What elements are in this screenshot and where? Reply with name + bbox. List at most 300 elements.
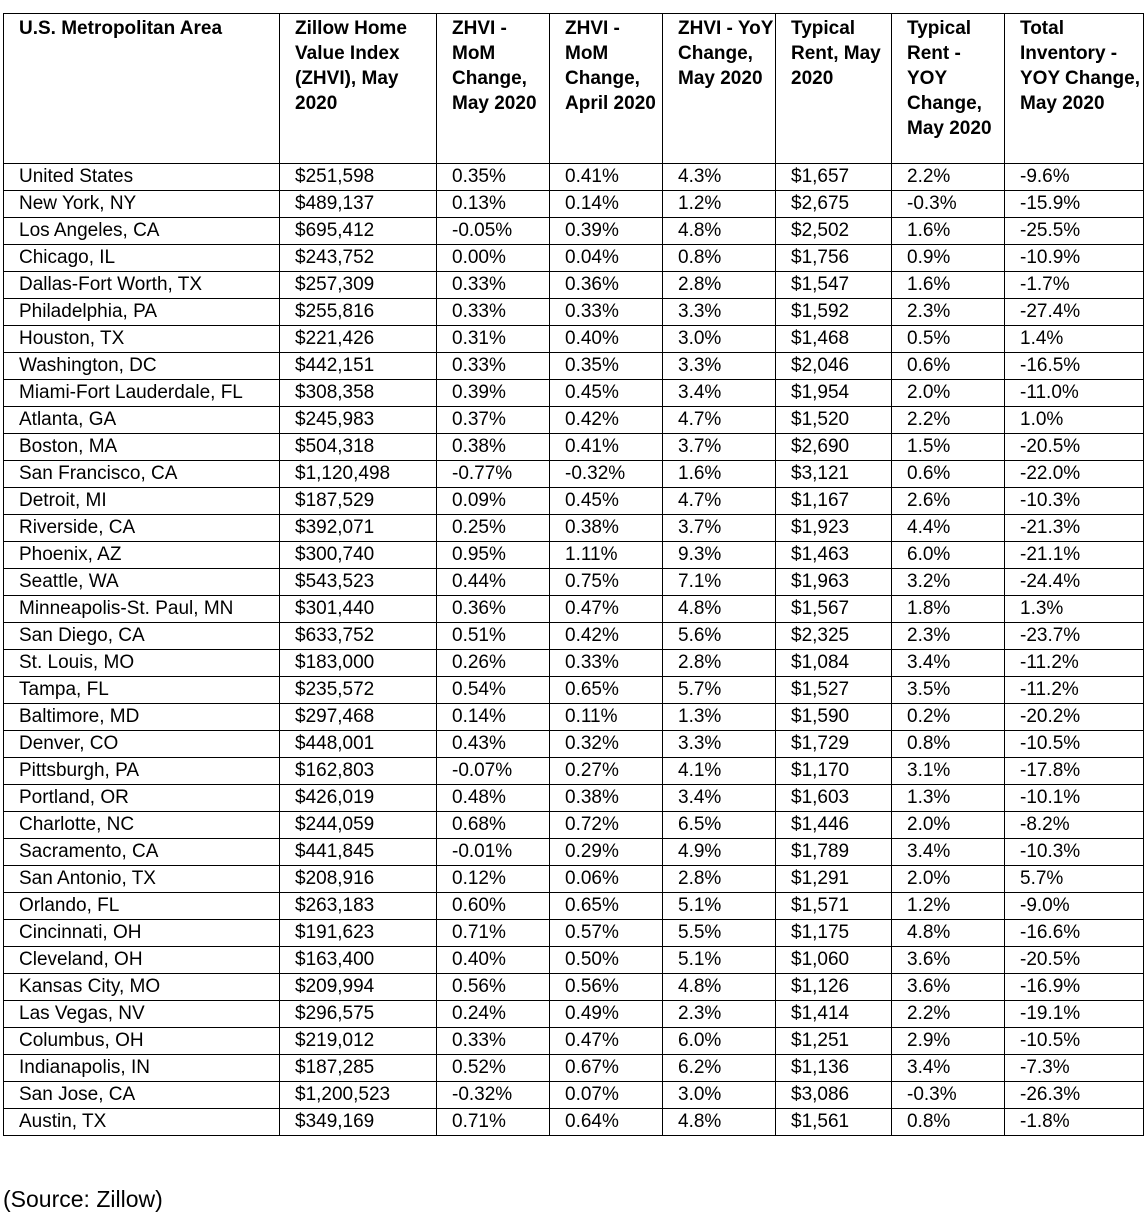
table-cell: $297,468 — [280, 704, 437, 731]
column-header: Total Inventory - YOY Change, May 2020 — [1005, 14, 1144, 164]
table-cell: 1.6% — [892, 272, 1005, 299]
table-cell: 0.42% — [550, 407, 663, 434]
table-cell: 4.8% — [663, 1109, 776, 1136]
table-cell: $1,592 — [776, 299, 892, 326]
metro-area-cell: Columbus, OH — [4, 1028, 280, 1055]
table-cell: -10.5% — [1005, 1028, 1144, 1055]
table-cell: 0.45% — [550, 488, 663, 515]
table-body — [4, 164, 1144, 1136]
table-cell: $243,752 — [280, 245, 437, 272]
metro-area-cell: San Jose, CA — [4, 1082, 280, 1109]
table-cell: 3.2% — [892, 569, 1005, 596]
table-cell: 3.4% — [663, 785, 776, 812]
metro-area-cell: Sacramento, CA — [4, 839, 280, 866]
metro-area-cell: Tampa, FL — [4, 677, 280, 704]
table-cell: -0.3% — [892, 1082, 1005, 1109]
table-cell: $1,520 — [776, 407, 892, 434]
table-cell: $2,675 — [776, 191, 892, 218]
header-row — [4, 14, 1144, 164]
table-cell: $1,120,498 — [280, 461, 437, 488]
metro-area-cell: Indianapolis, IN — [4, 1055, 280, 1082]
table-cell: $633,752 — [280, 623, 437, 650]
table-cell: $1,756 — [776, 245, 892, 272]
table-cell: 0.11% — [550, 704, 663, 731]
table-cell: 3.1% — [892, 758, 1005, 785]
table-cell: -21.3% — [1005, 515, 1144, 542]
table-cell: 3.3% — [663, 299, 776, 326]
table-cell: $209,994 — [280, 974, 437, 1001]
table-cell: -20.5% — [1005, 947, 1144, 974]
table-cell: $1,657 — [776, 164, 892, 191]
table-cell: 0.6% — [892, 461, 1005, 488]
table-cell: 0.52% — [437, 1055, 550, 1082]
metro-area-cell: Washington, DC — [4, 353, 280, 380]
table-cell: $349,169 — [280, 1109, 437, 1136]
table-row — [4, 434, 1144, 461]
table-cell: 1.6% — [663, 461, 776, 488]
table-cell: 0.27% — [550, 758, 663, 785]
metro-area-cell: San Diego, CA — [4, 623, 280, 650]
table-cell: $308,358 — [280, 380, 437, 407]
table-cell: 1.5% — [892, 434, 1005, 461]
table-cell: $3,121 — [776, 461, 892, 488]
table-cell: 3.4% — [663, 380, 776, 407]
table-cell: 4.8% — [663, 218, 776, 245]
table-cell: $263,183 — [280, 893, 437, 920]
table-cell: -22.0% — [1005, 461, 1144, 488]
table-cell: -25.5% — [1005, 218, 1144, 245]
table-cell: 0.57% — [550, 920, 663, 947]
table-cell: $2,046 — [776, 353, 892, 380]
table-cell: 5.5% — [663, 920, 776, 947]
table-cell: 0.40% — [437, 947, 550, 974]
table-cell: 0.60% — [437, 893, 550, 920]
metro-area-cell: Denver, CO — [4, 731, 280, 758]
table-row — [4, 785, 1144, 812]
table-cell: 2.0% — [892, 812, 1005, 839]
table-row — [4, 704, 1144, 731]
table-cell: $2,690 — [776, 434, 892, 461]
table-cell: 0.71% — [437, 1109, 550, 1136]
table-cell: 0.36% — [550, 272, 663, 299]
table-row — [4, 893, 1144, 920]
metro-area-cell: Cleveland, OH — [4, 947, 280, 974]
table-row — [4, 1028, 1144, 1055]
table-cell: $504,318 — [280, 434, 437, 461]
table-cell: -20.5% — [1005, 434, 1144, 461]
column-header: ZHVI - MoM Change, May 2020 — [437, 14, 550, 164]
table-cell: 0.13% — [437, 191, 550, 218]
column-header: Typical Rent, May 2020 — [776, 14, 892, 164]
table-cell: 3.3% — [663, 731, 776, 758]
table-cell: 0.41% — [550, 164, 663, 191]
table-cell: $1,547 — [776, 272, 892, 299]
table-row — [4, 1109, 1144, 1136]
table-cell: -17.8% — [1005, 758, 1144, 785]
table-cell: -16.6% — [1005, 920, 1144, 947]
column-header: U.S. Metropolitan Area — [4, 14, 280, 164]
table-cell: -11.2% — [1005, 677, 1144, 704]
table-cell: 0.9% — [892, 245, 1005, 272]
table-cell: 0.67% — [550, 1055, 663, 1082]
metro-area-cell: Atlanta, GA — [4, 407, 280, 434]
table-cell: 0.39% — [437, 380, 550, 407]
metro-area-cell: Charlotte, NC — [4, 812, 280, 839]
column-header: ZHVI - MoM Change, April 2020 — [550, 14, 663, 164]
table-cell: 0.41% — [550, 434, 663, 461]
table-cell: 2.2% — [892, 407, 1005, 434]
table-row — [4, 1001, 1144, 1028]
column-header: Zillow Home Value Index (ZHVI), May 2020 — [280, 14, 437, 164]
table-cell: 4.8% — [663, 974, 776, 1001]
table-cell: 3.6% — [892, 947, 1005, 974]
table-cell: 3.4% — [892, 839, 1005, 866]
table-cell: 0.09% — [437, 488, 550, 515]
table-cell: $1,060 — [776, 947, 892, 974]
table-row — [4, 812, 1144, 839]
metro-area-cell: Philadelphia, PA — [4, 299, 280, 326]
table-cell: -1.8% — [1005, 1109, 1144, 1136]
table-cell: -11.0% — [1005, 380, 1144, 407]
table-cell: 0.64% — [550, 1109, 663, 1136]
table-cell: -9.0% — [1005, 893, 1144, 920]
table-cell: 0.56% — [437, 974, 550, 1001]
table-cell: 2.3% — [892, 623, 1005, 650]
table-cell: $1,126 — [776, 974, 892, 1001]
table-cell: 1.8% — [892, 596, 1005, 623]
table-row — [4, 623, 1144, 650]
table-cell: 0.32% — [550, 731, 663, 758]
table-cell: 5.6% — [663, 623, 776, 650]
table-cell: -10.1% — [1005, 785, 1144, 812]
table-cell: -0.77% — [437, 461, 550, 488]
table-cell: $183,000 — [280, 650, 437, 677]
table-cell: -9.6% — [1005, 164, 1144, 191]
table-cell: 3.4% — [892, 1055, 1005, 1082]
table-row — [4, 272, 1144, 299]
table-cell: 0.47% — [550, 596, 663, 623]
table-cell: 1.3% — [663, 704, 776, 731]
table-row — [4, 1055, 1144, 1082]
table-cell: 4.7% — [663, 407, 776, 434]
table-cell: 0.00% — [437, 245, 550, 272]
table-header — [4, 14, 1144, 164]
table-cell: 2.2% — [892, 164, 1005, 191]
table-cell: 0.29% — [550, 839, 663, 866]
table-cell: 0.33% — [550, 650, 663, 677]
table-cell: 0.25% — [437, 515, 550, 542]
table-row — [4, 164, 1144, 191]
table-cell: 0.65% — [550, 893, 663, 920]
table-row — [4, 596, 1144, 623]
table-cell: $162,803 — [280, 758, 437, 785]
metro-area-cell: Kansas City, MO — [4, 974, 280, 1001]
table-cell: 5.7% — [663, 677, 776, 704]
table-cell: $1,175 — [776, 920, 892, 947]
table-cell: $187,285 — [280, 1055, 437, 1082]
table-cell: -11.2% — [1005, 650, 1144, 677]
table-cell: 1.2% — [892, 893, 1005, 920]
table-cell: 4.8% — [892, 920, 1005, 947]
table-cell: $1,963 — [776, 569, 892, 596]
table-cell: $441,845 — [280, 839, 437, 866]
table-cell: 0.42% — [550, 623, 663, 650]
table-cell: $392,071 — [280, 515, 437, 542]
metro-area-cell: Los Angeles, CA — [4, 218, 280, 245]
metro-area-cell: Baltimore, MD — [4, 704, 280, 731]
table-cell: -19.1% — [1005, 1001, 1144, 1028]
table-cell: 1.11% — [550, 542, 663, 569]
table-cell: $251,598 — [280, 164, 437, 191]
table-cell: 1.4% — [1005, 326, 1144, 353]
metro-area-cell: Portland, OR — [4, 785, 280, 812]
table-cell: 0.14% — [550, 191, 663, 218]
table-cell: $1,136 — [776, 1055, 892, 1082]
table-row — [4, 299, 1144, 326]
table-cell: 0.35% — [437, 164, 550, 191]
column-header: ZHVI - YoY Change, May 2020 — [663, 14, 776, 164]
table-cell: $1,567 — [776, 596, 892, 623]
table-cell: $442,151 — [280, 353, 437, 380]
table-cell: 6.5% — [663, 812, 776, 839]
table-cell: -10.3% — [1005, 839, 1144, 866]
table-cell: 0.2% — [892, 704, 1005, 731]
table-cell: 0.75% — [550, 569, 663, 596]
table-cell: 0.72% — [550, 812, 663, 839]
table-cell: 0.8% — [892, 731, 1005, 758]
table-cell: $448,001 — [280, 731, 437, 758]
source-note: (Source: Zillow) — [3, 1186, 163, 1212]
table-cell: $1,468 — [776, 326, 892, 353]
table-cell: -16.5% — [1005, 353, 1144, 380]
table-row — [4, 731, 1144, 758]
metro-area-cell: Riverside, CA — [4, 515, 280, 542]
table-cell: $1,729 — [776, 731, 892, 758]
table-row — [4, 353, 1144, 380]
table-row — [4, 866, 1144, 893]
metro-area-cell: Austin, TX — [4, 1109, 280, 1136]
table-row — [4, 191, 1144, 218]
table-cell: $257,309 — [280, 272, 437, 299]
table-cell: 0.36% — [437, 596, 550, 623]
table-cell: 0.71% — [437, 920, 550, 947]
table-cell: 0.07% — [550, 1082, 663, 1109]
table-cell: 0.33% — [550, 299, 663, 326]
metro-area-cell: San Antonio, TX — [4, 866, 280, 893]
table-cell: 4.1% — [663, 758, 776, 785]
table-cell: 3.0% — [663, 1082, 776, 1109]
table-cell: $187,529 — [280, 488, 437, 515]
table-cell: 2.8% — [663, 272, 776, 299]
table-cell: $1,463 — [776, 542, 892, 569]
table-cell: -15.9% — [1005, 191, 1144, 218]
table-cell: $1,954 — [776, 380, 892, 407]
table-cell: 0.8% — [892, 1109, 1005, 1136]
table-cell: 0.35% — [550, 353, 663, 380]
table-cell: 0.51% — [437, 623, 550, 650]
table-cell: $2,502 — [776, 218, 892, 245]
metro-area-cell: Houston, TX — [4, 326, 280, 353]
table-cell: 6.0% — [892, 542, 1005, 569]
table-cell: 0.95% — [437, 542, 550, 569]
table-row — [4, 461, 1144, 488]
table-cell: $3,086 — [776, 1082, 892, 1109]
table-cell: 0.47% — [550, 1028, 663, 1055]
table-cell: 0.43% — [437, 731, 550, 758]
table-cell: 0.06% — [550, 866, 663, 893]
table-row — [4, 245, 1144, 272]
table-cell: 5.1% — [663, 893, 776, 920]
metro-area-cell: Orlando, FL — [4, 893, 280, 920]
metro-area-cell: Miami-Fort Lauderdale, FL — [4, 380, 280, 407]
metro-area-cell: Chicago, IL — [4, 245, 280, 272]
table-row — [4, 758, 1144, 785]
table-cell: 1.2% — [663, 191, 776, 218]
table-cell: 0.49% — [550, 1001, 663, 1028]
table-cell: 6.2% — [663, 1055, 776, 1082]
table-cell: -16.9% — [1005, 974, 1144, 1001]
table-row — [4, 542, 1144, 569]
table-cell: -20.2% — [1005, 704, 1144, 731]
table-cell: 0.24% — [437, 1001, 550, 1028]
table-cell: 2.0% — [892, 866, 1005, 893]
table-cell: -10.9% — [1005, 245, 1144, 272]
table-cell: 0.5% — [892, 326, 1005, 353]
table-cell: 3.7% — [663, 515, 776, 542]
table-cell: 9.3% — [663, 542, 776, 569]
table-cell: 0.44% — [437, 569, 550, 596]
table-cell: $191,623 — [280, 920, 437, 947]
table-cell: 7.1% — [663, 569, 776, 596]
table-cell: $1,527 — [776, 677, 892, 704]
table-cell: $1,590 — [776, 704, 892, 731]
metro-area-cell: New York, NY — [4, 191, 280, 218]
table-cell: 0.37% — [437, 407, 550, 434]
table-cell: $301,440 — [280, 596, 437, 623]
metro-area-cell: Seattle, WA — [4, 569, 280, 596]
table-cell: 2.3% — [892, 299, 1005, 326]
table-cell: 0.40% — [550, 326, 663, 353]
metro-housing-table — [3, 13, 1144, 1136]
table-cell: $1,603 — [776, 785, 892, 812]
table-row — [4, 380, 1144, 407]
table-cell: -0.05% — [437, 218, 550, 245]
table-cell: $1,923 — [776, 515, 892, 542]
table-cell: 3.4% — [892, 650, 1005, 677]
table-cell: -7.3% — [1005, 1055, 1144, 1082]
table-row — [4, 677, 1144, 704]
table-cell: -23.7% — [1005, 623, 1144, 650]
metro-area-cell: Dallas-Fort Worth, TX — [4, 272, 280, 299]
table-cell: 0.54% — [437, 677, 550, 704]
table-cell: 0.45% — [550, 380, 663, 407]
table-cell: 2.0% — [892, 380, 1005, 407]
metro-area-cell: San Francisco, CA — [4, 461, 280, 488]
table-cell: 4.3% — [663, 164, 776, 191]
table-row — [4, 974, 1144, 1001]
table-cell: 4.8% — [663, 596, 776, 623]
table-cell: $245,983 — [280, 407, 437, 434]
table-cell: 0.14% — [437, 704, 550, 731]
table-cell: $1,084 — [776, 650, 892, 677]
table-cell: $489,137 — [280, 191, 437, 218]
table-cell: $2,325 — [776, 623, 892, 650]
metro-area-cell: Minneapolis-St. Paul, MN — [4, 596, 280, 623]
table-cell: $300,740 — [280, 542, 437, 569]
table-cell: $1,561 — [776, 1109, 892, 1136]
metro-area-cell: St. Louis, MO — [4, 650, 280, 677]
table-row — [4, 839, 1144, 866]
table-cell: 0.38% — [437, 434, 550, 461]
table-cell: 2.2% — [892, 1001, 1005, 1028]
table-cell: 0.26% — [437, 650, 550, 677]
table-cell: $695,412 — [280, 218, 437, 245]
table-cell: 5.1% — [663, 947, 776, 974]
table-cell: $163,400 — [280, 947, 437, 974]
table-cell: 0.39% — [550, 218, 663, 245]
table-cell: -0.32% — [437, 1082, 550, 1109]
table-row — [4, 515, 1144, 542]
table-cell: -26.3% — [1005, 1082, 1144, 1109]
metro-area-cell: Phoenix, AZ — [4, 542, 280, 569]
table-cell: $1,167 — [776, 488, 892, 515]
table-row — [4, 218, 1144, 245]
table-cell: $1,414 — [776, 1001, 892, 1028]
table-cell: 0.8% — [663, 245, 776, 272]
table-cell: 0.33% — [437, 272, 550, 299]
table-cell: 2.9% — [892, 1028, 1005, 1055]
table-cell: 1.3% — [1005, 596, 1144, 623]
metro-area-cell: United States — [4, 164, 280, 191]
table-cell: 0.65% — [550, 677, 663, 704]
table-cell: -1.7% — [1005, 272, 1144, 299]
table-row — [4, 407, 1144, 434]
table-cell: 4.9% — [663, 839, 776, 866]
metro-area-cell: Detroit, MI — [4, 488, 280, 515]
table-row — [4, 488, 1144, 515]
table-cell: $1,200,523 — [280, 1082, 437, 1109]
table-cell: 4.7% — [663, 488, 776, 515]
table-cell: 0.33% — [437, 1028, 550, 1055]
table-row — [4, 650, 1144, 677]
metro-area-cell: Pittsburgh, PA — [4, 758, 280, 785]
table-cell: 2.8% — [663, 650, 776, 677]
table-cell: 0.31% — [437, 326, 550, 353]
table-cell: $1,571 — [776, 893, 892, 920]
table-cell: 0.38% — [550, 785, 663, 812]
table-cell: $296,575 — [280, 1001, 437, 1028]
table-cell: $1,789 — [776, 839, 892, 866]
table-cell: 2.3% — [663, 1001, 776, 1028]
table-cell: 0.04% — [550, 245, 663, 272]
metro-area-cell: Las Vegas, NV — [4, 1001, 280, 1028]
table-cell: 1.0% — [1005, 407, 1144, 434]
table-cell: -10.5% — [1005, 731, 1144, 758]
table-cell: 4.4% — [892, 515, 1005, 542]
table-row — [4, 326, 1144, 353]
table-cell: 1.3% — [892, 785, 1005, 812]
table-cell: -27.4% — [1005, 299, 1144, 326]
table-cell: $221,426 — [280, 326, 437, 353]
column-header: Typical Rent - YOY Change, May 2020 — [892, 14, 1005, 164]
table-cell: $255,816 — [280, 299, 437, 326]
table-cell: 1.6% — [892, 218, 1005, 245]
table-cell: $244,059 — [280, 812, 437, 839]
table-cell: $1,291 — [776, 866, 892, 893]
table-cell: $543,523 — [280, 569, 437, 596]
table-cell: -0.01% — [437, 839, 550, 866]
table-row — [4, 920, 1144, 947]
